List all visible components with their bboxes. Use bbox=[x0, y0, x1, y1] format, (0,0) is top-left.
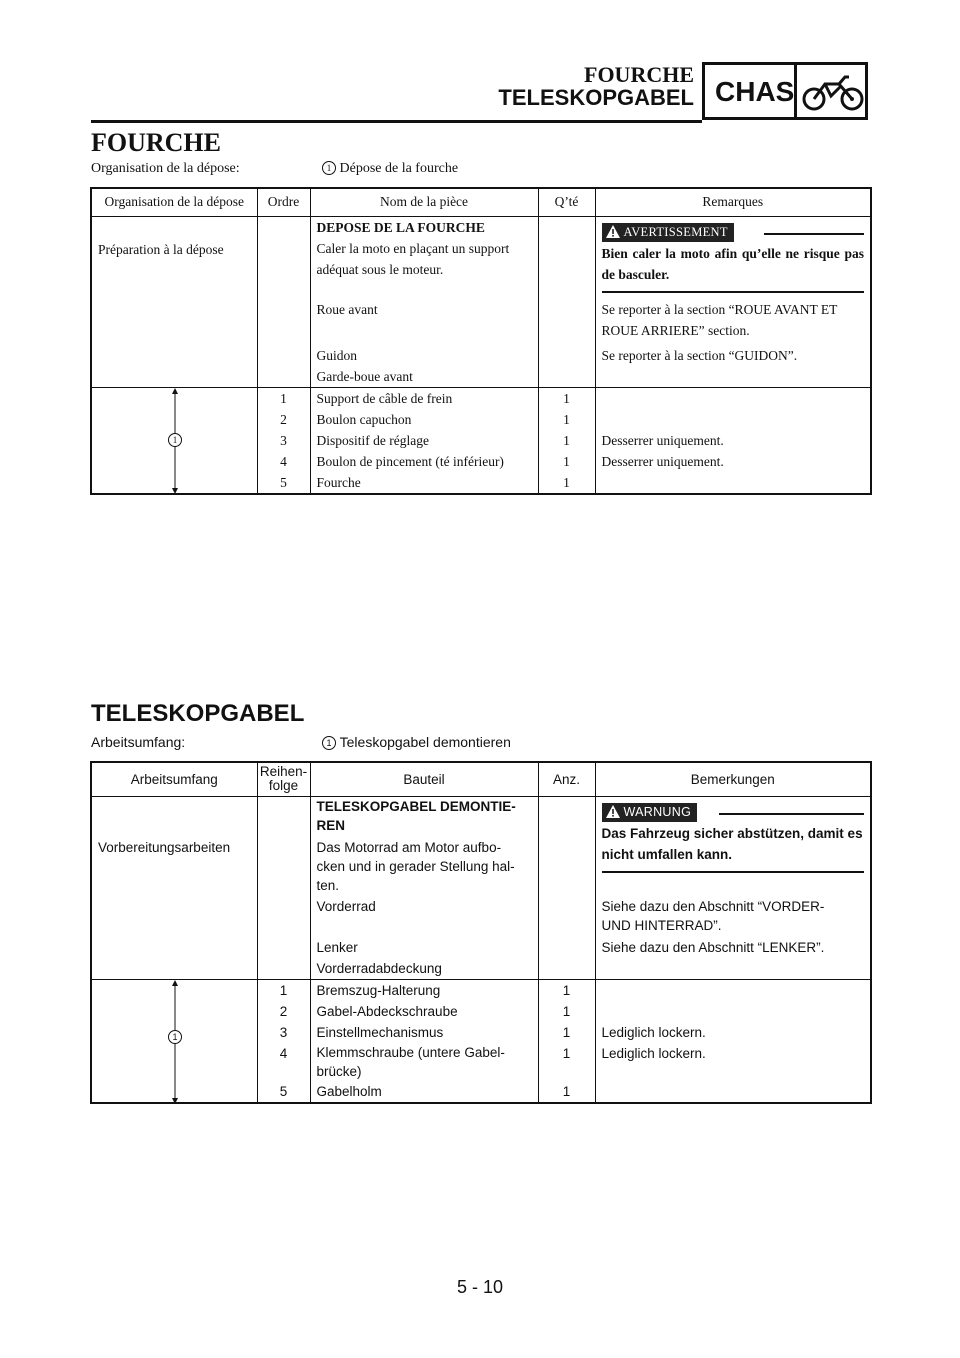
part-name: Support de câble de frein bbox=[316, 390, 453, 406]
col-header-part: Reihen- bbox=[259, 764, 308, 780]
qty: 1 bbox=[563, 432, 570, 448]
prep-item: Lenker bbox=[316, 939, 358, 955]
order: 2 bbox=[279, 1003, 288, 1019]
col-header: Bemerkungen bbox=[595, 762, 871, 796]
prep-label: Vorbereitungsarbeiten bbox=[98, 839, 231, 855]
part-name: Boulon de pincement (té inférieur) bbox=[316, 453, 504, 469]
col-header-part: folge bbox=[268, 778, 299, 794]
prep-remark: Siehe dazu den Abschnitt “LENKER”. bbox=[601, 939, 825, 955]
section-label: CHAS bbox=[715, 76, 795, 107]
qty: 1 bbox=[562, 1083, 571, 1099]
warning-rule bbox=[764, 233, 864, 235]
org-value-de bbox=[322, 734, 511, 750]
warning-label: WARNUNG bbox=[623, 804, 692, 819]
org-value-text: Teleskopgabel demontieren bbox=[339, 734, 511, 750]
section-badge bbox=[702, 62, 868, 120]
warning-text: Das Fahrzeug sicher abstützen, damit es nicht umfallen kann. bbox=[602, 823, 865, 873]
warning-icon bbox=[606, 805, 620, 818]
prep-item: Garde-boue avant bbox=[316, 368, 413, 384]
prep-step: adéquat sous le moteur. bbox=[316, 261, 444, 277]
index-circle: 1 bbox=[322, 161, 336, 175]
order: 5 bbox=[279, 1083, 288, 1099]
section-title-de: TELESKOPGABEL bbox=[91, 700, 305, 727]
prep-step: Das Motorrad am Motor aufbo- bbox=[316, 839, 502, 855]
prep-remark: Se reporter à la section “ROUE AVANT ET bbox=[601, 301, 838, 317]
prep-step: ten. bbox=[316, 877, 340, 893]
col-header: Remarques bbox=[595, 188, 871, 216]
motorcycle-icon bbox=[801, 74, 865, 112]
header-title-de: TELESKOPGABEL bbox=[498, 85, 694, 110]
warning-icon bbox=[606, 225, 620, 238]
prep-item: Vorderradabdeckung bbox=[316, 960, 442, 976]
warning-label: AVERTISSEMENT bbox=[623, 224, 728, 239]
col-header: Organisation de la dépose bbox=[91, 188, 257, 216]
order: 2 bbox=[280, 411, 287, 427]
col-header bbox=[257, 762, 310, 796]
part-name: Gabelholm bbox=[316, 1083, 382, 1099]
org-value-text: Dépose de la fourche bbox=[339, 161, 459, 176]
part-name: Bremszug-Halterung bbox=[316, 982, 441, 998]
part-name: brücke) bbox=[316, 1063, 362, 1079]
remark: Lediglich lockern. bbox=[601, 1045, 706, 1061]
warning-text: Bien caler la moto afin qu’elle ne risque pas de basculer. bbox=[602, 243, 865, 293]
part-name: Boulon capuchon bbox=[316, 411, 412, 427]
order: 3 bbox=[280, 432, 287, 448]
table-fr bbox=[90, 187, 872, 495]
part-name: Fourche bbox=[316, 474, 361, 490]
prep-step: Caler la moto en plaçant un support bbox=[316, 240, 510, 256]
org-value-fr bbox=[322, 161, 458, 177]
order: 3 bbox=[279, 1024, 288, 1040]
remark: Desserrer uniquement. bbox=[601, 432, 724, 448]
remark: Lediglich lockern. bbox=[601, 1024, 706, 1040]
warning-badge bbox=[602, 223, 734, 242]
prep-remark: Se reporter à la section “GUIDON”. bbox=[601, 347, 798, 363]
order: 4 bbox=[280, 453, 287, 469]
header-title-fr: FOURCHE bbox=[584, 62, 694, 87]
col-header: Bauteil bbox=[310, 762, 538, 796]
header-rule bbox=[91, 120, 702, 123]
order: 1 bbox=[279, 982, 288, 998]
col-header: Arbeitsumfang bbox=[91, 762, 257, 796]
qty: 1 bbox=[563, 390, 570, 406]
qty: 1 bbox=[562, 1045, 571, 1061]
col-header: Nom de la pièce bbox=[310, 188, 538, 216]
qty: 1 bbox=[563, 411, 570, 427]
table-de bbox=[90, 761, 872, 1104]
warning-box bbox=[602, 223, 865, 293]
qty: 1 bbox=[562, 1024, 571, 1040]
prep-heading: DEPOSE DE LA FOURCHE bbox=[316, 219, 485, 235]
order: 4 bbox=[279, 1045, 288, 1061]
org-label-fr: Organisation de la dépose: bbox=[91, 161, 240, 176]
qty: 1 bbox=[563, 453, 570, 469]
prep-label: Préparation à la dépose bbox=[98, 241, 224, 257]
prep-heading: REN bbox=[316, 817, 346, 833]
group-index: 1 bbox=[168, 1030, 182, 1044]
qty: 1 bbox=[562, 1003, 571, 1019]
section-divider bbox=[794, 65, 797, 120]
col-header: Ordre bbox=[257, 188, 310, 216]
remark: Desserrer uniquement. bbox=[601, 453, 724, 469]
prep-item: Guidon bbox=[316, 347, 357, 363]
org-label-de: Arbeitsumfang: bbox=[91, 734, 186, 750]
prep-remark: Siehe dazu den Abschnitt “VORDER- bbox=[601, 898, 825, 914]
qty: 1 bbox=[562, 982, 571, 998]
order: 5 bbox=[280, 474, 287, 490]
part-name: Gabel-Abdeckschraube bbox=[316, 1003, 458, 1019]
warning-box bbox=[602, 803, 865, 873]
prep-item: Vorderrad bbox=[316, 898, 376, 914]
prep-remark: ROUE ARRIERE” section. bbox=[601, 322, 750, 338]
prep-item: Roue avant bbox=[316, 301, 378, 317]
page-number: 5 - 10 bbox=[456, 1277, 504, 1297]
order: 1 bbox=[280, 390, 287, 406]
warning-rule bbox=[719, 813, 864, 815]
index-circle: 1 bbox=[322, 736, 336, 750]
warning-badge bbox=[602, 803, 698, 822]
section-title-fr: FOURCHE bbox=[91, 128, 221, 157]
prep-heading: TELESKOPGABEL DEMONTIE- bbox=[316, 798, 516, 814]
qty: 1 bbox=[563, 474, 570, 490]
part-name: Einstellmechanismus bbox=[316, 1024, 444, 1040]
group-index: 1 bbox=[168, 433, 182, 447]
col-header: Q’té bbox=[538, 188, 595, 216]
prep-step: cken und in gerader Stellung hal- bbox=[316, 858, 515, 874]
part-name: Klemmschraube (untere Gabel- bbox=[316, 1044, 505, 1060]
prep-remark: UND HINTERRAD”. bbox=[601, 917, 722, 933]
part-name: Dispositif de réglage bbox=[316, 432, 429, 448]
col-header: Anz. bbox=[538, 762, 595, 796]
